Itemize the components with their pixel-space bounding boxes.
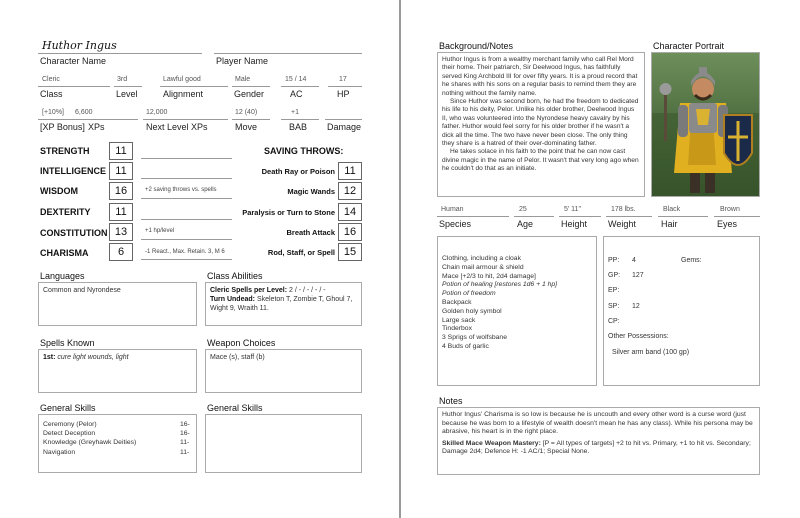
eyes-label: Eyes <box>717 219 738 229</box>
ability-strength-label: STRENGTH <box>40 146 90 156</box>
xp-bonus-label: [XP Bonus] <box>40 122 85 132</box>
character-name-value: Huthor Ingus <box>42 39 117 52</box>
class-line <box>38 86 110 87</box>
equipment-item: Potion of healing [restores 1d6 + 1 hp] <box>442 281 558 289</box>
weight-value: 178 lbs. <box>611 206 636 213</box>
save-magic-wands-label: Magic Wands <box>287 187 335 196</box>
character-name-line <box>38 53 202 54</box>
background-title: Background/Notes <box>439 41 514 51</box>
save-death-ray-label: Death Ray or Poison <box>261 167 335 176</box>
level-line <box>114 86 142 87</box>
equipment-item: Large sack <box>442 316 476 324</box>
equipment-item: Mace [+2/3 to hit, 2d4 damage] <box>442 272 536 280</box>
background-paragraph-1: Huthor Ingus is from a wealthy merchant family who call Rel Mord their home. Their patriarch, Sir Deelwood Ingus, has faithfully served King Archbold III for over fifty years. It is a proud record that he shares with his sons on a regular basis to remind them they are nothing without the family name. <box>442 56 638 97</box>
notes-mastery-label: Skilled Mace Weapon Mastery: <box>442 439 541 447</box>
bab-line <box>281 119 319 120</box>
ability-note-line-6 <box>141 259 232 260</box>
equipment-item: Golden holy symbol <box>442 307 502 315</box>
skill-value: 11- <box>180 439 190 447</box>
damage-line <box>325 119 362 120</box>
species-label: Species <box>439 219 472 229</box>
save-spell-value: 15 <box>338 243 362 261</box>
general-skills-box-right <box>205 414 362 473</box>
equipment-item: Tinderbox <box>442 325 472 333</box>
ability-note-line-3 <box>141 198 232 199</box>
spells-known-level: 1st: <box>43 354 56 361</box>
alignment-value: Lawful good <box>163 76 201 83</box>
hp-value: 17 <box>339 76 347 83</box>
skill-name: Navigation <box>43 448 76 456</box>
other-possessions-label: Other Possessions: <box>608 333 669 340</box>
xp-bonus-value: [+10%] <box>42 109 64 116</box>
general-skills-title-right: General Skills <box>207 403 263 413</box>
other-possessions-value: Silver arm band (100 gp) <box>612 349 690 356</box>
character-portrait-image <box>652 53 759 196</box>
height-value: 5' 11" <box>564 206 581 213</box>
equipment-item: 3 Sprigs of wolfsbane <box>442 334 507 342</box>
xp-line <box>38 119 138 120</box>
saving-throws-title: SAVING THROWS: <box>264 146 344 156</box>
character-sheet-page-1 <box>0 0 399 518</box>
character-name-label: Character Name <box>40 56 107 66</box>
ability-dexterity-label: DEXTERITY <box>40 207 91 217</box>
gp-label: GP: <box>608 272 621 279</box>
eyes-value: Brown <box>720 206 740 213</box>
turn-undead-value: Skeleton T, Zombie T, Ghoul 7, <box>256 296 353 303</box>
hp-line <box>328 86 362 87</box>
hair-value: Black <box>663 206 681 213</box>
equipment-item: Chain mail armour & shield <box>442 263 524 271</box>
skill-value: 16- <box>180 421 190 428</box>
alignment-line <box>160 86 228 87</box>
cleric-spells-label: Cleric Spells per Level: <box>210 287 288 294</box>
sp-value: 12 <box>632 303 640 310</box>
ability-wisdom-score: 16 <box>109 182 133 200</box>
ability-constitution-note: +1 hp/level <box>145 228 175 234</box>
class-abilities-title: Class Abilities <box>207 271 263 281</box>
languages-title: Languages <box>40 271 85 281</box>
skill-name: Detect Deception <box>43 430 96 438</box>
gp-value: 127 <box>632 272 644 279</box>
sp-label: SP: <box>608 303 620 310</box>
character-sheet-page-2 <box>401 0 800 518</box>
class-abilities-box <box>205 282 362 326</box>
skill-name: Knowledge (Greyhawk Deities) <box>43 439 137 447</box>
species-value: Human <box>441 206 464 213</box>
next-level-label: Next Level XPs <box>146 122 208 132</box>
spells-known-list: cure light wounds, light <box>57 354 129 361</box>
height-label: Height <box>561 219 588 229</box>
skill-name: Ceremony (Pelor) <box>43 421 97 428</box>
cp-label: CP: <box>608 318 620 325</box>
ability-note-line-2 <box>141 178 232 179</box>
ability-constitution-score: 13 <box>109 223 133 241</box>
weapon-choices-title: Weapon Choices <box>207 338 276 348</box>
equipment-item: Potion of freedom <box>442 290 496 298</box>
ability-charisma-label: CHARISMA <box>40 248 89 258</box>
background-box <box>437 52 645 197</box>
ability-charisma-note: -1 React., Max. Retain. 3, M 6 <box>145 249 225 255</box>
notes-mastery-text: [P = All types of targets] +2 to hit vs. Primary, +1 to hit vs. Secondary; Damage 2d4; Defence H: -1 AC/1; Special None. <box>442 439 751 456</box>
notes-box <box>437 407 760 475</box>
save-magic-wands-value: 12 <box>338 182 362 200</box>
background-paragraph-3: He takes solace in his faith to the point that he can now cast divine magic in the name of Pelor. It wasn't that very long ago when he couldn't do that as an initiate. <box>442 148 639 173</box>
general-skills-names <box>43 420 136 457</box>
notes-paragraph-1: Huthor Ingus' Charisma is so low is because he is uncouth and every other word is a curse word (just because he was born to a lifestyle of wealth doesn't mean he has any class). While his persona may be abrasive, his heart is in the right place. <box>442 411 753 436</box>
turn-undead-value-2: Wight 9, Wraith 11. <box>210 305 269 312</box>
pp-value: 4 <box>632 257 636 264</box>
ability-note-line-4 <box>141 219 232 220</box>
ability-wisdom-label: WISDOM <box>40 186 78 196</box>
pp-label: PP: <box>608 257 620 264</box>
equipment-box <box>437 236 597 386</box>
xps-value: 6,600 <box>75 109 93 116</box>
ability-wisdom-note: +2 saving throws vs. spells <box>145 187 217 193</box>
equipment-item: Backpack <box>442 298 472 306</box>
eyes-line <box>714 216 760 217</box>
ability-intelligence-label: INTELLIGENCE <box>40 166 107 176</box>
notes-paragraph-2 <box>442 440 755 457</box>
notes-text <box>438 408 759 460</box>
hair-label: Hair <box>661 219 678 229</box>
money-box <box>603 236 760 386</box>
save-paralysis-value: 14 <box>338 203 362 221</box>
damage-label: Damage <box>327 122 362 132</box>
save-breath-label: Breath Attack <box>286 228 335 237</box>
move-value: 12 (40) <box>235 109 258 116</box>
bab-label: BAB <box>289 122 308 132</box>
general-skills-title-left: General Skills <box>40 403 96 413</box>
ability-strength-score: 11 <box>109 142 133 160</box>
species-line <box>437 216 509 217</box>
ability-constitution-label: CONSTITUTION <box>40 228 108 238</box>
height-line <box>559 216 601 217</box>
alignment-label: Alignment <box>163 89 204 99</box>
hair-line <box>658 216 708 217</box>
weight-label: Weight <box>608 219 636 229</box>
ability-dexterity-score: 11 <box>109 203 133 221</box>
equipment-item: 4 Buds of garlic <box>442 342 489 350</box>
notes-title: Notes <box>439 396 463 406</box>
save-paralysis-label: Paralysis or Turn to Stone <box>242 208 335 217</box>
save-breath-value: 16 <box>338 223 362 241</box>
languages-box <box>38 282 197 326</box>
xps-label: XPs <box>88 122 105 132</box>
general-skills-values <box>180 420 190 457</box>
ability-note-line-1 <box>141 158 232 159</box>
skill-value: 16- <box>180 430 190 438</box>
age-label: Age <box>517 219 534 229</box>
general-skills-box-left <box>38 414 197 473</box>
languages-text: Common and Nyrondese <box>43 287 121 294</box>
next-level-line <box>143 119 228 120</box>
class-label: Class <box>40 89 63 99</box>
spells-known-box <box>38 349 197 393</box>
bab-value: +1 <box>291 109 299 116</box>
level-value: 3rd <box>117 76 128 83</box>
ac-value: 15 / 14 <box>285 76 307 83</box>
move-label: Move <box>235 122 258 132</box>
level-label: Level <box>116 89 138 99</box>
save-death-ray-value: 11 <box>338 162 362 180</box>
turn-undead-label: Turn Undead: <box>210 296 255 303</box>
age-value: 25 <box>519 206 527 213</box>
player-name-label: Player Name <box>216 56 269 66</box>
class-value: Cleric <box>42 76 60 83</box>
weapon-choices-text: Mace (s), staff (b) <box>210 354 265 361</box>
save-spell-label: Rod, Staff, or Spell <box>267 248 335 257</box>
gender-label: Gender <box>234 89 265 99</box>
background-text <box>438 53 644 177</box>
portrait-box <box>651 52 760 197</box>
cleric-spells-value: 2 / - / - / - / - <box>289 287 326 294</box>
ac-label: AC <box>290 89 303 99</box>
ability-charisma-score: 6 <box>109 243 133 261</box>
ability-intelligence-score: 11 <box>109 162 133 180</box>
ability-note-line-5 <box>141 239 232 240</box>
age-line <box>514 216 554 217</box>
portrait-title: Character Portrait <box>653 41 725 51</box>
hp-label: HP <box>337 89 350 99</box>
equipment-list <box>442 255 557 352</box>
skill-value: 11- <box>180 448 190 456</box>
gender-line <box>232 86 270 87</box>
ac-line <box>281 86 319 87</box>
move-line <box>232 119 270 120</box>
spells-known-title: Spells Known <box>40 338 95 348</box>
background-paragraph-2: Since Huthor was second born, he had the freedom to dedicated his life to his deity, Pelor. Unlike his older brother, Deelwood Ingus II, who was volunteered into the Nyrondese heavy cavalry by his father. Huthor would feel sorry for his older brother if he wasn't a dick all the time. The two have never been close. The only thing they share is a hatred of their over-dominating father. <box>442 98 639 148</box>
next-level-value: 12,000 <box>146 109 168 116</box>
weight-line <box>606 216 652 217</box>
ep-label: EP: <box>608 287 620 294</box>
player-name-line <box>214 53 362 54</box>
weapon-choices-box <box>205 349 362 393</box>
equipment-item: Clothing, including a cloak <box>442 255 521 262</box>
gender-value: Male <box>235 76 251 83</box>
gems-label: Gems: <box>681 257 702 264</box>
